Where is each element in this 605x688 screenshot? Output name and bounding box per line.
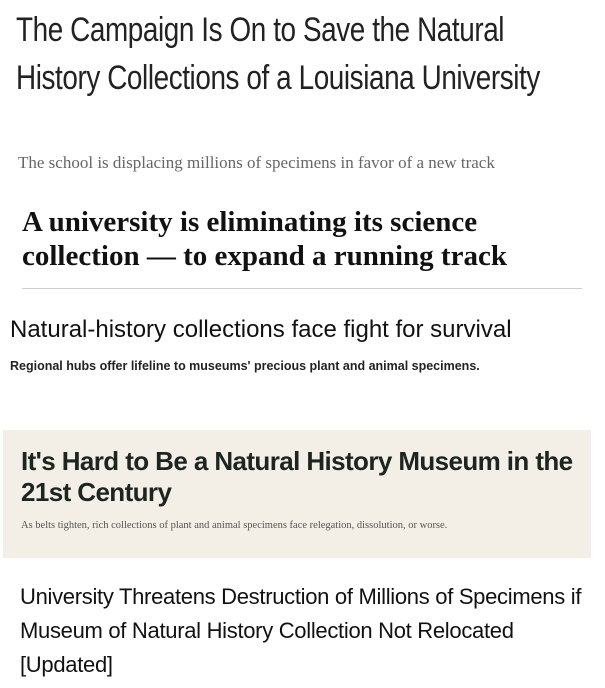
headline-clip-2 bbox=[0, 195, 605, 295]
headline-subtitle: As belts tighten, rich collections of plant and animal specimens face relegation, dissolution, or worse. bbox=[21, 520, 448, 531]
headline-title[interactable]: Natural-history collections face fight for survival bbox=[10, 316, 512, 343]
headline-clip-5 bbox=[0, 570, 605, 688]
headline-clip-3 bbox=[0, 300, 605, 410]
headline-clip-1 bbox=[0, 0, 605, 180]
headline-title[interactable]: A university is eliminating its science collection — to expand a running track bbox=[22, 206, 507, 272]
headline-subtitle: Regional hubs offer lifeline to museums' precious plant and animal specimens. bbox=[10, 359, 480, 373]
headline-title[interactable]: University Threatens Destruction of Millions of Specimens if Museum of Natural History Collection Not Relocated [Updated] bbox=[20, 584, 582, 677]
headline-clip-4 bbox=[3, 430, 591, 558]
headline-title[interactable]: It's Hard to Be a Natural History Museum in the 21st Century bbox=[21, 446, 573, 507]
divider bbox=[22, 288, 582, 289]
headline-subtitle: The school is displacing millions of specimens in favor of a new track bbox=[18, 153, 495, 172]
headline-title[interactable]: The Campaign Is On to Save the Natural History Collections of a Louisiana University bbox=[16, 11, 540, 97]
